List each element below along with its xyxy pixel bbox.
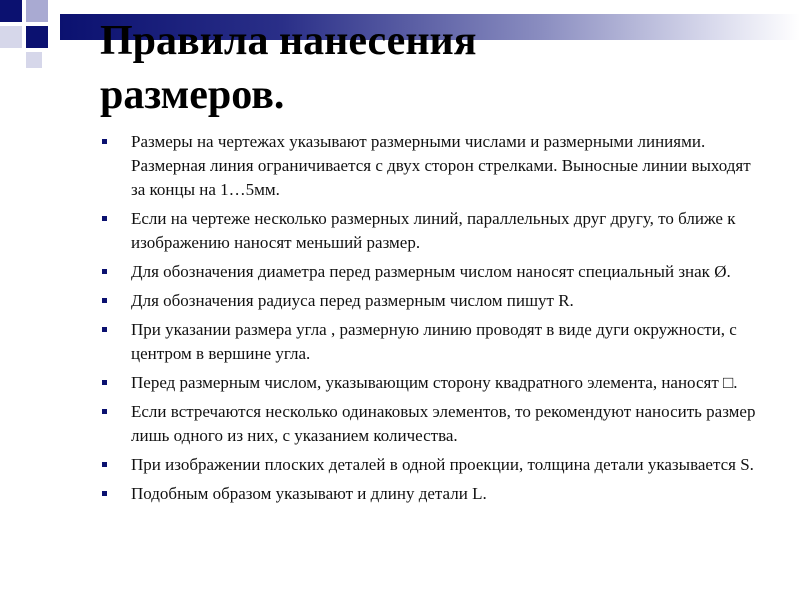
square-bullet-icon bbox=[102, 269, 107, 274]
bullet-item-9 bbox=[100, 482, 760, 506]
square-bullet-icon bbox=[102, 491, 107, 496]
bullet-text: Для обозначения радиуса перед размерным числом пишут R. bbox=[131, 291, 574, 310]
bullet-item-4 bbox=[100, 289, 760, 313]
bullet-text: Для обозначения диаметра перед размерным числом наносят специальный знак Ø. bbox=[131, 262, 731, 281]
bullet-text: Размеры на чертежах указывают размерными числами и размерными линиями. Размерная линия ограничивается с двух сторон стрелками. Выносные линии выходят за концы на 1…5мм. bbox=[131, 132, 751, 199]
bullet-text: Если на чертеже несколько размерных линий, параллельных друг другу, то ближе к изображению наносят меньший размер. bbox=[131, 209, 736, 252]
bullet-text: Перед размерным числом, указывающим сторону квадратного элемента, наносят □. bbox=[131, 373, 738, 392]
square-bullet-icon bbox=[102, 462, 107, 467]
decor-square bbox=[0, 26, 22, 48]
slide-title bbox=[100, 14, 760, 122]
square-bullet-icon bbox=[102, 327, 107, 332]
square-bullet-icon bbox=[102, 380, 107, 385]
bullet-item-6 bbox=[100, 371, 760, 395]
bullet-text: Подобным образом указывают и длину детали L. bbox=[131, 484, 487, 503]
bullet-text: При указании размера угла , размерную линию проводят в виде дуги окружности, с центром в вершине угла. bbox=[131, 320, 737, 363]
bullet-item-5 bbox=[100, 318, 760, 366]
bullet-text: При изображении плоских деталей в одной проекции, толщина детали указывается S. bbox=[131, 455, 754, 474]
square-bullet-icon bbox=[102, 216, 107, 221]
bullet-item-7 bbox=[100, 400, 760, 448]
bullet-item-1 bbox=[100, 130, 760, 202]
decor-square bbox=[26, 52, 42, 68]
decor-square bbox=[26, 26, 48, 48]
bullet-item-8 bbox=[100, 453, 760, 477]
square-bullet-icon bbox=[102, 298, 107, 303]
square-bullet-icon bbox=[102, 139, 107, 144]
bullet-list bbox=[100, 130, 760, 511]
slide-title-line-1: Правила нанесения bbox=[100, 18, 477, 64]
bullet-item-3 bbox=[100, 260, 760, 284]
slide-title-line-2: размеров. bbox=[100, 72, 285, 118]
decor-square bbox=[0, 0, 22, 22]
square-bullet-icon bbox=[102, 409, 107, 414]
decor-square bbox=[26, 0, 48, 22]
bullet-item-2 bbox=[100, 207, 760, 255]
bullet-text: Если встречаются несколько одинаковых элементов, то рекомендуют наносить размер лишь одного из них, с указанием количества. bbox=[131, 402, 756, 445]
